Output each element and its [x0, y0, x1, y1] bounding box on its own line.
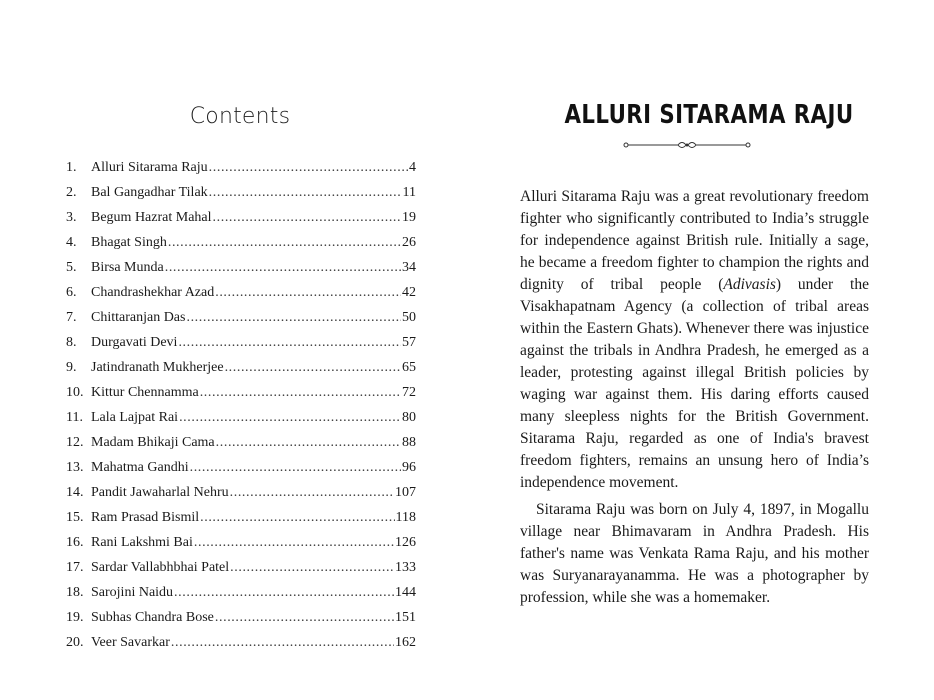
table-of-contents — [66, 155, 416, 655]
toc-leader-dots — [200, 505, 394, 530]
toc-entry[interactable] — [66, 230, 416, 255]
toc-chapter-name: Pandit Jawaharlal Nehru — [91, 485, 229, 500]
toc-number: 9. — [66, 360, 77, 375]
toc-chapter-name: Jatindranath Mukherjee — [91, 360, 224, 375]
toc-entry[interactable] — [66, 255, 416, 280]
toc-page-number: 72 — [402, 385, 416, 400]
toc-chapter-name: Madam Bhikaji Cama — [91, 435, 215, 450]
toc-chapter-name: Birsa Munda — [91, 260, 164, 275]
toc-chapter-name: Ram Prasad Bismil — [91, 510, 200, 525]
toc-number: 4. — [66, 235, 77, 250]
toc-leader-dots — [209, 180, 402, 205]
toc-entry[interactable] — [66, 480, 416, 505]
toc-number: 16. — [66, 535, 84, 550]
toc-leader-dots — [230, 480, 394, 505]
toc-entry[interactable] — [66, 605, 416, 630]
toc-number: 2. — [66, 185, 77, 200]
toc-page-number: 96 — [402, 460, 416, 475]
toc-leader-dots — [194, 530, 394, 555]
toc-leader-dots — [216, 430, 401, 455]
toc-entry[interactable] — [66, 455, 416, 480]
toc-page-number: 50 — [402, 310, 416, 325]
toc-page-number: 34 — [402, 260, 416, 275]
toc-leader-dots — [186, 305, 401, 330]
toc-number: 14. — [66, 485, 84, 500]
toc-leader-dots — [209, 155, 408, 180]
toc-chapter-name: Lala Lajpat Rai — [91, 410, 179, 425]
paragraph-1: Alluri Sitarama Raju was a great revolutionary freedom fighter who significantly contributed to India’s struggle for independence against British rule. Initially a sage, he became a freedom fighter to champion the rights and dignity of tribal people (Adivasis) under the Visakhapatnam Agency (a collection of tribal areas within the Eastern Ghats). Whenever there was injustice against the tribals in Andhra Pradesh, he emerged as a leader, protesting against illegal British policies by waging war against them. His daring efforts caused many sleepless nights for the British Government. Sitarama Raju, regarded as one of India's bravest freedom fighters, remains an unsung hero of India’s independence movement. — [520, 188, 869, 491]
toc-page-number: 88 — [402, 435, 416, 450]
toc-chapter-name: Begum Hazrat Mahal — [91, 210, 212, 225]
toc-chapter-name: Chittaranjan Das — [91, 310, 186, 325]
toc-page-number: 4 — [409, 160, 416, 175]
toc-number: 17. — [66, 560, 84, 575]
toc-number: 7. — [66, 310, 77, 325]
toc-entry[interactable] — [66, 505, 416, 530]
toc-page-number: 162 — [395, 635, 416, 650]
toc-page-number: 133 — [395, 560, 416, 575]
toc-entry[interactable] — [66, 280, 416, 305]
toc-page-number: 42 — [402, 285, 416, 300]
toc-leader-dots — [168, 230, 401, 255]
toc-number: 11. — [66, 410, 83, 425]
contents-title: Contents — [189, 104, 291, 129]
toc-entry[interactable] — [66, 380, 416, 405]
toc-number: 19. — [66, 610, 84, 625]
toc-number: 20. — [66, 635, 84, 650]
toc-chapter-name: Rani Lakshmi Bai — [91, 535, 193, 550]
toc-entry[interactable] — [66, 555, 416, 580]
toc-leader-dots — [213, 205, 401, 230]
toc-number: 8. — [66, 335, 77, 350]
toc-chapter-name: Bal Gangadhar Tilak — [91, 185, 208, 200]
chapter-body — [520, 186, 869, 614]
paragraph-2: Sitarama Raju was born on July 4, 1897, in Mogallu village near Bhimavaram in Andhra Pradesh. His father's name was Venkata Rama Raju, and his mother was Suryanarayanamma. He was a photographer by profession, while she was a homemaker. — [520, 501, 869, 606]
toc-chapter-name: Sardar Vallabhbhai Patel — [91, 560, 230, 575]
toc-page-number: 126 — [395, 535, 416, 550]
toc-leader-dots — [179, 405, 401, 430]
toc-leader-dots — [225, 355, 401, 380]
toc-number: 10. — [66, 385, 84, 400]
toc-chapter-name: Sarojini Naidu — [91, 585, 174, 600]
toc-leader-dots — [215, 280, 401, 305]
toc-page-number: 151 — [395, 610, 416, 625]
toc-page-number: 144 — [395, 585, 416, 600]
toc-entry[interactable] — [66, 305, 416, 330]
toc-number: 1. — [66, 160, 77, 175]
toc-entry[interactable] — [66, 530, 416, 555]
toc-number: 3. — [66, 210, 77, 225]
toc-number: 5. — [66, 260, 77, 275]
toc-page-number: 80 — [402, 410, 416, 425]
toc-page-number: 26 — [402, 235, 416, 250]
toc-chapter-name: Durgavati Devi — [91, 335, 178, 350]
toc-page-number: 19 — [402, 210, 416, 225]
toc-entry[interactable] — [66, 155, 416, 180]
toc-entry[interactable] — [66, 180, 416, 205]
toc-leader-dots — [178, 330, 401, 355]
toc-leader-dots — [200, 380, 401, 405]
toc-entry[interactable] — [66, 430, 416, 455]
toc-leader-dots — [190, 455, 401, 480]
toc-leader-dots — [230, 555, 394, 580]
toc-chapter-name: Mahatma Gandhi — [91, 460, 189, 475]
chapter-page — [467, 0, 934, 700]
chapter-title: ALLURI SITARAMA RAJU — [564, 100, 854, 130]
toc-entry[interactable] — [66, 580, 416, 605]
toc-number: 15. — [66, 510, 84, 525]
toc-leader-dots — [215, 605, 394, 630]
toc-entry[interactable] — [66, 405, 416, 430]
toc-entry[interactable] — [66, 330, 416, 355]
toc-leader-dots — [171, 630, 394, 655]
toc-page-number: 107 — [395, 485, 416, 500]
toc-leader-dots — [174, 580, 394, 605]
toc-page-number: 11 — [402, 185, 416, 200]
toc-number: 13. — [66, 460, 84, 475]
toc-chapter-name: Alluri Sitarama Raju — [91, 160, 208, 175]
toc-chapter-name: Chandrashekhar Azad — [91, 285, 215, 300]
toc-entry[interactable] — [66, 630, 416, 655]
toc-number: 12. — [66, 435, 84, 450]
toc-number: 18. — [66, 585, 84, 600]
toc-number: 6. — [66, 285, 77, 300]
toc-leader-dots — [165, 255, 401, 280]
toc-chapter-name: Bhagat Singh — [91, 235, 167, 250]
divider-ornament-icon — [622, 138, 752, 152]
toc-page-number: 118 — [395, 510, 416, 525]
toc-chapter-name: Veer Savarkar — [91, 635, 170, 650]
toc-chapter-name: Kittur Chennamma — [91, 385, 199, 400]
toc-page-number: 57 — [402, 335, 416, 350]
toc-entry[interactable] — [66, 205, 416, 230]
toc-chapter-name: Subhas Chandra Bose — [91, 610, 214, 625]
toc-page-number: 65 — [402, 360, 416, 375]
toc-entry[interactable] — [66, 355, 416, 380]
